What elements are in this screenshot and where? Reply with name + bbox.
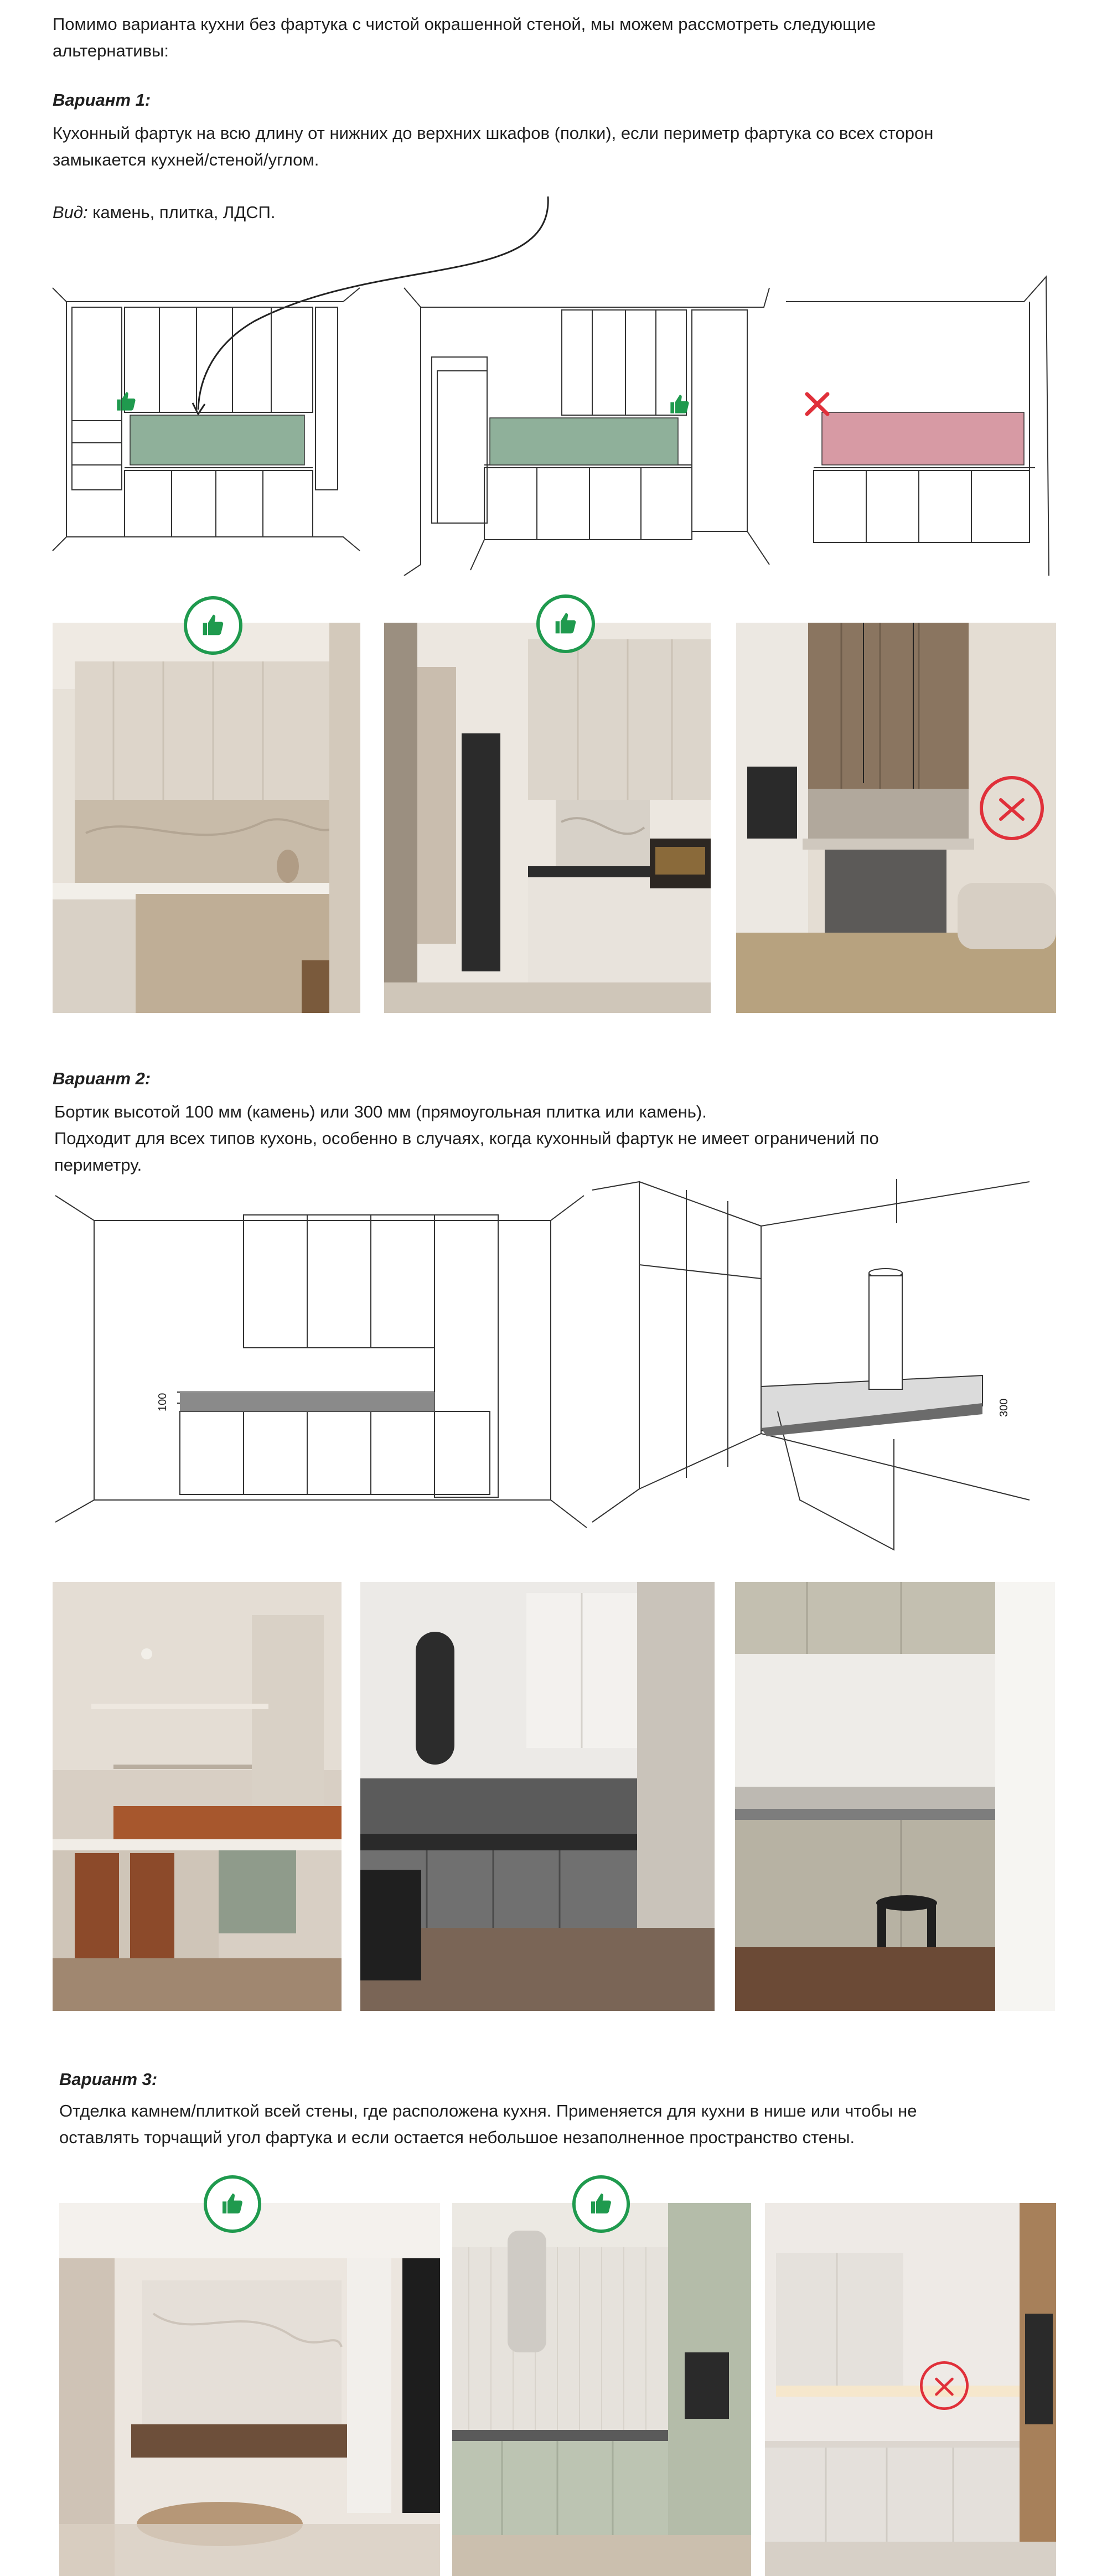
variant-2-drawings — [53, 1168, 1049, 1561]
intro-line-2: альтернативы: — [53, 41, 169, 60]
view-value: камень, плитка, ЛДСП. — [87, 203, 276, 222]
pendant-hood — [869, 1276, 902, 1389]
approve-badge-3 — [203, 2174, 262, 2234]
variant-1-drawings — [50, 188, 1057, 576]
backsplash-green-1 — [130, 415, 304, 465]
thumbs-up-icon — [117, 392, 135, 410]
variant-1-desc-2: замыкается кухней/стеной/углом. — [53, 150, 319, 169]
reject-badge-2 — [918, 2359, 971, 2412]
variant-1-heading: Вариант 1: — [53, 90, 151, 110]
cross-icon — [807, 394, 827, 414]
photo-v1-1 — [53, 623, 360, 1013]
approve-badge-1 — [183, 595, 244, 656]
approve-badge-4 — [571, 2174, 631, 2234]
photo-v2-2 — [360, 1582, 715, 2011]
variant-3-heading: Вариант 3: — [59, 2070, 158, 2089]
variant-3-desc-2: оставлять торчащий угол фартука и если остается небольшое незаполненное пространство стены. — [59, 2128, 855, 2147]
intro-line-1: Помимо варианта кухни без фартука с чистой окрашенной стеной, мы можем рассмотреть следующие — [53, 14, 876, 34]
variant-2-desc-1: Бортик высотой 100 мм (камень) или 300 мм (прямоугольная плитка или камень). — [54, 1102, 707, 1121]
view-label: Вид: — [53, 203, 88, 222]
backsplash-green-2 — [490, 418, 678, 465]
stone-border-100 — [180, 1392, 434, 1411]
photo-v1-2 — [384, 623, 711, 1013]
photo-v2-1 — [53, 1582, 342, 2011]
dim-100-label: 100 — [157, 1393, 169, 1411]
reject-badge-1 — [979, 775, 1045, 841]
photo-v2-3 — [735, 1582, 1055, 2011]
variant-2-desc-2: Подходит для всех типов кухонь, особенно в случаях, когда кухонный фартук не имеет ограничений по — [54, 1129, 879, 1148]
variant-2-heading: Вариант 2: — [53, 1069, 151, 1088]
variant-2-desc-3: периметру. — [54, 1155, 142, 1175]
photo-v3-2 — [452, 2203, 751, 2576]
photo-v3-1 — [59, 2203, 440, 2576]
backsplash-pink — [822, 412, 1024, 465]
dim-300-label: 300 — [998, 1398, 1010, 1417]
variant-3-desc-1: Отделка камнем/плиткой всей стены, где расположена кухня. Применяется для кухни в нише или чтобы не — [59, 2101, 917, 2120]
photo-v3-3 — [765, 2203, 1056, 2576]
approve-badge-2 — [535, 593, 596, 654]
variant-1-desc-1: Кухонный фартук на всю длину от нижних до верхних шкафов (полки), если периметр фартука со всех сторон — [53, 123, 934, 143]
